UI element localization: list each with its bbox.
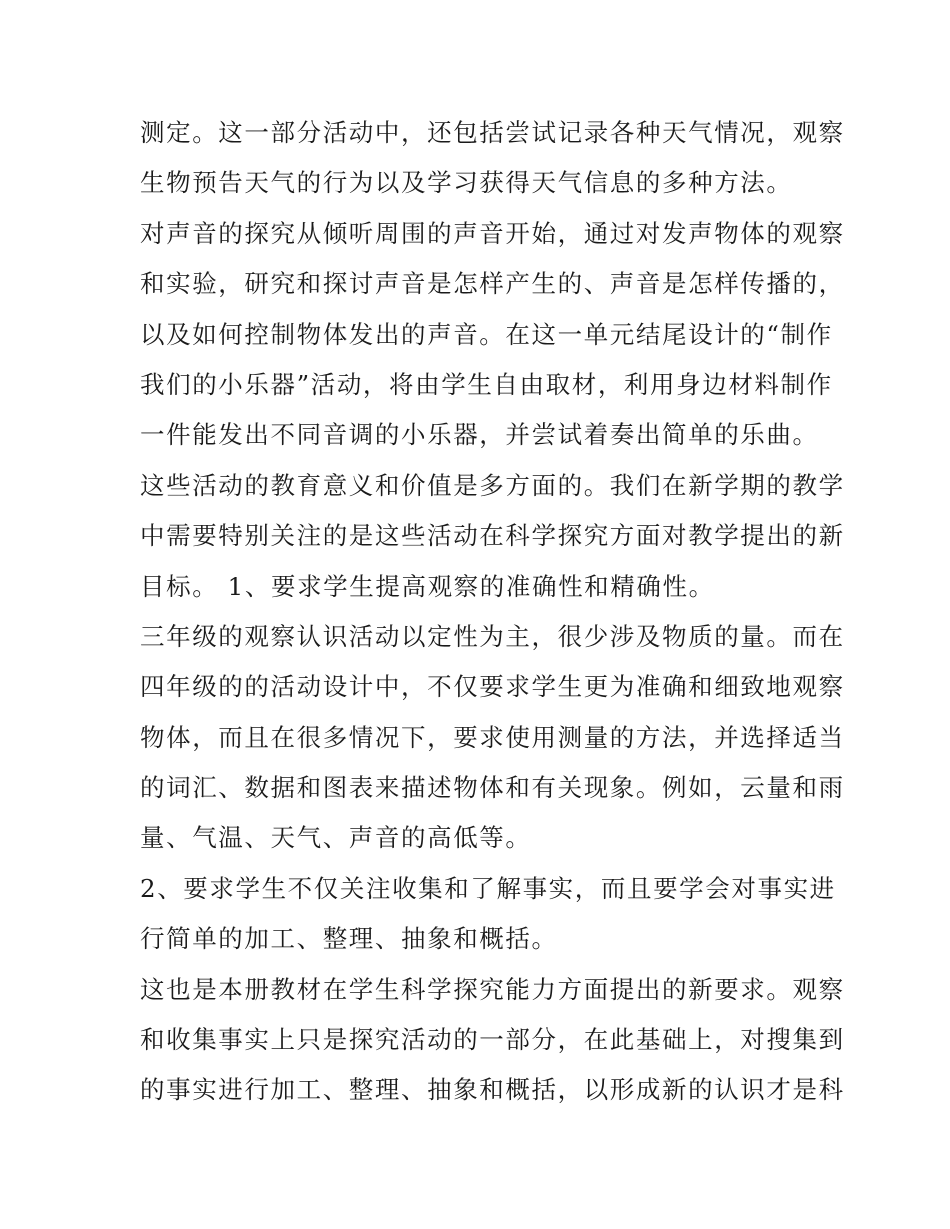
- text-line: 我们的小乐器”活动，将由学生自由取材，利用身边材料制作: [140, 369, 833, 399]
- text-line: 中需要特别关注的是这些活动在科学探究方面对教学提出的新: [140, 521, 845, 551]
- text-line: 四年级的的活动设计中，不仅要求学生更为准确和细致地观察: [140, 672, 845, 702]
- text-line: 一件能发出不同音调的小乐器，并尝试着奏出简单的乐曲。: [140, 420, 819, 450]
- text-line: 和实验，研究和探讨声音是怎样产生的、声音是怎样传播的，: [140, 269, 845, 299]
- text-line: 以及如何控制物体发出的声音。在这一单元结尾设计的“制作: [140, 319, 833, 349]
- text-line: 这也是本册教材在学生科学探究能力方面提出的新要求。观察: [140, 974, 845, 1004]
- paragraph-weather-activities: [140, 108, 845, 209]
- paragraph-observation-accuracy: [140, 612, 845, 864]
- text-line: 目标。 1、要求学生提高观察的准确性和精确性。: [140, 571, 715, 601]
- text-line: 三年级的观察认识活动以定性为主，很少涉及物质的量。而在: [140, 621, 845, 651]
- text-line: 测定。这一部分活动中，还包括尝试记录各种天气情况，观察: [140, 118, 845, 147]
- text-line: 的词汇、数据和图表来描述物体和有关现象。例如，云量和雨: [140, 773, 845, 803]
- text-line: 量、气温、天气、声音的高低等。: [140, 823, 532, 853]
- text-line: 行简单的加工、整理、抽象和概括。: [140, 924, 558, 954]
- paragraph-educational-value: [140, 461, 845, 612]
- text-line: 和收集事实上只是探究活动的一部分，在此基础上，对搜集到: [140, 1025, 845, 1055]
- paragraph-sound-exploration: [140, 209, 845, 461]
- text-line: 物体，而且在很多情况下，要求使用测量的方法，并选择适当: [140, 722, 845, 752]
- paragraph-new-requirements: [140, 965, 845, 1116]
- text-line: 的事实进行加工、整理、抽象和概括，以形成新的认识才是科: [140, 1075, 845, 1105]
- text-line: 生物预告天气的行为以及学习获得天气信息的多种方法。: [140, 168, 793, 198]
- document-body: [140, 108, 845, 1116]
- text-line: 2、要求学生不仅关注收集和了解事实，而且要学会对事实进: [140, 873, 836, 903]
- text-line: 对声音的探究从倾听周围的声音开始，通过对发声物体的观察: [140, 218, 845, 248]
- paragraph-requirement-2: [140, 864, 836, 965]
- text-line: 这些活动的教育意义和价值是多方面的。我们在新学期的教学: [140, 470, 845, 500]
